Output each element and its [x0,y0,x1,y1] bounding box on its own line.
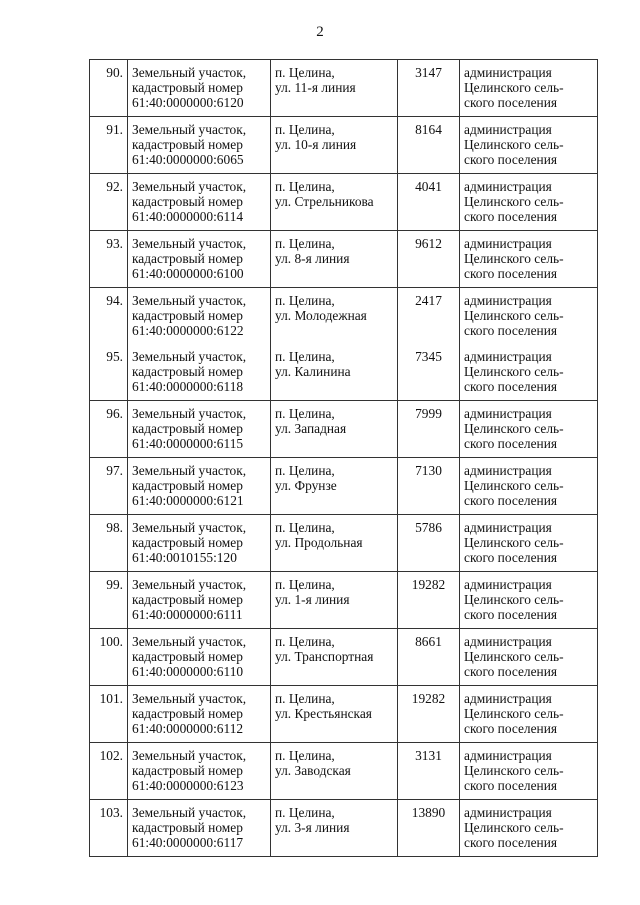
address-text-line: ул. Калинина [275,364,351,379]
object-text-line: 61:40:0000000:6118 [132,379,244,394]
object-text-line: кадастровый номер [132,364,243,379]
owner-text-line: ского поселения [464,152,558,167]
table-row [90,288,598,345]
owner-text-line: администрация [464,406,552,421]
object-text-line: кадастровый номер [132,421,243,436]
object-text-line: кадастровый номер [132,763,243,778]
address-cell [271,344,398,401]
object-cell [128,458,271,515]
address-cell [271,572,398,629]
address-text-line: п. Целина, [275,805,335,820]
table-row [90,572,598,629]
object-text-line: 61:40:0000000:6065 [132,152,244,167]
row-number-cell: 103. [90,800,128,857]
address-text-line: ул. Заводская [275,763,351,778]
owner-text-line: ского поселения [464,664,558,679]
object-text-line: Земельный участок, [132,406,247,421]
table-row [90,117,598,174]
object-text-line: Земельный участок, [132,577,247,592]
area-cell: 8164 [398,117,460,174]
address-text-line: ул. 11-я линия [275,80,356,95]
area-cell: 7999 [398,401,460,458]
row-number-cell: 90. [90,60,128,117]
object-cell [128,174,271,231]
owner-text-line: ского поселения [464,493,558,508]
owner-text-line: Целинского сель- [464,364,564,379]
object-text-line: 61:40:0000000:6115 [132,436,244,451]
owner-text-line: ского поселения [464,721,558,736]
address-cell [271,629,398,686]
address-cell [271,174,398,231]
address-cell [271,515,398,572]
table-row [90,458,598,515]
object-text-line: Земельный участок, [132,236,247,251]
owner-text-line: Целинского сель- [464,820,564,835]
owner-text-line: администрация [464,748,552,763]
table-row [90,629,598,686]
address-text-line: п. Целина, [275,349,335,364]
row-number-cell: 95. [90,344,128,401]
table-row [90,515,598,572]
object-cell [128,800,271,857]
address-text-line: ул. Стрельникова [275,194,374,209]
owner-text-line: администрация [464,122,552,137]
property-table [89,59,598,857]
table-row [90,401,598,458]
address-text-line: ул. 8-я линия [275,251,350,266]
object-text-line: 61:40:0000000:6114 [132,209,244,224]
owner-text-line: ского поселения [464,835,558,850]
area-cell: 9612 [398,231,460,288]
owner-text-line: администрация [464,349,552,364]
owner-text-line: Целинского сель- [464,421,564,436]
address-cell [271,117,398,174]
object-cell [128,515,271,572]
area-cell: 19282 [398,686,460,743]
object-text-line: Земельный участок, [132,122,247,137]
owner-text-line: администрация [464,634,552,649]
object-text-line: кадастровый номер [132,251,243,266]
area-cell: 19282 [398,572,460,629]
owner-text-line: Целинского сель- [464,649,564,664]
address-cell [271,231,398,288]
table-row [90,174,598,231]
object-text-line: кадастровый номер [132,706,243,721]
owner-text-line: администрация [464,179,552,194]
object-text-line: Земельный участок, [132,463,247,478]
row-number-cell: 99. [90,572,128,629]
object-cell [128,231,271,288]
address-text-line: ул. Продольная [275,535,363,550]
address-text-line: п. Целина, [275,122,335,137]
area-cell: 4041 [398,174,460,231]
owner-text-line: Целинского сель- [464,478,564,493]
area-cell: 3131 [398,743,460,800]
area-cell: 2417 [398,288,460,345]
page-number: 2 [316,24,324,40]
object-cell [128,344,271,401]
owner-text-line: Целинского сель- [464,535,564,550]
object-text-line: 61:40:0000000:6121 [132,493,244,508]
row-number-cell: 92. [90,174,128,231]
table-row [90,743,598,800]
object-text-line: Земельный участок, [132,748,247,763]
owner-cell [460,572,598,629]
area-cell: 13890 [398,800,460,857]
address-text-line: ул. Крестьянская [275,706,372,721]
address-text-line: ул. Западная [275,421,347,436]
owner-text-line: ского поселения [464,550,558,565]
address-text-line: п. Целина, [275,634,335,649]
object-cell [128,401,271,458]
owner-text-line: администрация [464,293,552,308]
object-text-line: 61:40:0000000:6110 [132,664,244,679]
object-text-line: Земельный участок, [132,349,247,364]
owner-text-line: Целинского сель- [464,194,564,209]
object-text-line: Земельный участок, [132,805,247,820]
address-text-line: ул. Молодежная [275,308,367,323]
object-text-line: 61:40:0000000:6122 [132,323,244,338]
row-number-cell: 102. [90,743,128,800]
property-table-body [90,60,598,857]
owner-text-line: Целинского сель- [464,80,564,95]
owner-text-line: администрация [464,577,552,592]
owner-text-line: ского поселения [464,323,558,338]
address-cell [271,686,398,743]
object-text-line: кадастровый номер [132,478,243,493]
object-text-line: кадастровый номер [132,592,243,607]
table-row [90,800,598,857]
owner-text-line: ского поселения [464,778,558,793]
address-text-line: п. Целина, [275,691,335,706]
owner-text-line: ского поселения [464,209,558,224]
owner-text-line: Целинского сель- [464,308,564,323]
owner-text-line: Целинского сель- [464,763,564,778]
row-number-cell: 94. [90,288,128,345]
row-number-cell: 97. [90,458,128,515]
owner-text-line: Целинского сель- [464,137,564,152]
object-text-line: кадастровый номер [132,80,243,95]
owner-text-line: администрация [464,691,552,706]
owner-text-line: Целинского сель- [464,592,564,607]
object-text-line: 61:40:0000000:6112 [132,721,244,736]
owner-cell [460,174,598,231]
object-text-line: Земельный участок, [132,691,247,706]
address-text-line: ул. Транспортная [275,649,374,664]
owner-text-line: администрация [464,65,552,80]
object-text-line: кадастровый номер [132,649,243,664]
area-cell: 8661 [398,629,460,686]
area-cell: 7130 [398,458,460,515]
address-text-line: п. Целина, [275,293,335,308]
owner-text-line: администрация [464,805,552,820]
row-number-cell: 98. [90,515,128,572]
object-text-line: кадастровый номер [132,308,243,323]
owner-cell [460,231,598,288]
owner-text-line: администрация [464,236,552,251]
object-cell [128,60,271,117]
owner-cell [460,288,598,345]
address-cell [271,458,398,515]
object-text-line: кадастровый номер [132,137,243,152]
address-cell [271,800,398,857]
object-text-line: 61:40:0010155:120 [132,550,237,565]
object-text-line: 61:40:0000000:6100 [132,266,244,281]
table-row [90,686,598,743]
address-text-line: п. Целина, [275,748,335,763]
area-cell: 3147 [398,60,460,117]
object-cell [128,117,271,174]
owner-cell [460,629,598,686]
owner-text-line: администрация [464,463,552,478]
object-text-line: 61:40:0000000:6117 [132,835,244,850]
owner-text-line: Целинского сель- [464,706,564,721]
row-number-cell: 91. [90,117,128,174]
owner-cell [460,401,598,458]
owner-text-line: администрация [464,520,552,535]
address-text-line: ул. 1-я линия [275,592,350,607]
object-cell [128,572,271,629]
address-text-line: п. Целина, [275,577,335,592]
area-cell: 5786 [398,515,460,572]
address-text-line: ул. 10-я линия [275,137,357,152]
object-cell [128,288,271,345]
object-text-line: Земельный участок, [132,179,247,194]
address-text-line: п. Целина, [275,179,335,194]
object-text-line: 61:40:0000000:6123 [132,778,244,793]
row-number-cell: 100. [90,629,128,686]
object-text-line: Земельный участок, [132,520,247,535]
object-text-line: Земельный участок, [132,65,247,80]
owner-text-line: ского поселения [464,95,558,110]
owner-text-line: Целинского сель- [464,251,564,266]
address-text-line: п. Целина, [275,236,335,251]
address-text-line: ул. 3-я линия [275,820,350,835]
owner-text-line: ского поселения [464,379,558,394]
row-number-cell: 93. [90,231,128,288]
area-cell: 7345 [398,344,460,401]
row-number-cell: 96. [90,401,128,458]
table-row [90,344,598,401]
object-text-line: кадастровый номер [132,820,243,835]
owner-cell [460,60,598,117]
object-cell [128,743,271,800]
address-cell [271,401,398,458]
table-row [90,60,598,117]
object-cell [128,686,271,743]
object-text-line: Земельный участок, [132,634,247,649]
object-text-line: 61:40:0000000:6111 [132,607,243,622]
address-text-line: п. Целина, [275,520,335,535]
address-text-line: ул. Фрунзе [275,478,337,493]
owner-text-line: ского поселения [464,436,558,451]
object-text-line: Земельный участок, [132,293,247,308]
object-text-line: кадастровый номер [132,194,243,209]
owner-cell [460,458,598,515]
table-row [90,231,598,288]
address-text-line: п. Целина, [275,463,335,478]
owner-cell [460,743,598,800]
object-text-line: кадастровый номер [132,535,243,550]
address-cell [271,743,398,800]
address-text-line: п. Целина, [275,406,335,421]
object-cell [128,629,271,686]
owner-cell [460,515,598,572]
object-text-line: 61:40:0000000:6120 [132,95,244,110]
address-text-line: п. Целина, [275,65,335,80]
owner-text-line: ского поселения [464,266,558,281]
owner-cell [460,117,598,174]
owner-text-line: ского поселения [464,607,558,622]
owner-cell [460,800,598,857]
owner-cell [460,344,598,401]
owner-cell [460,686,598,743]
address-cell [271,288,398,345]
row-number-cell: 101. [90,686,128,743]
address-cell [271,60,398,117]
